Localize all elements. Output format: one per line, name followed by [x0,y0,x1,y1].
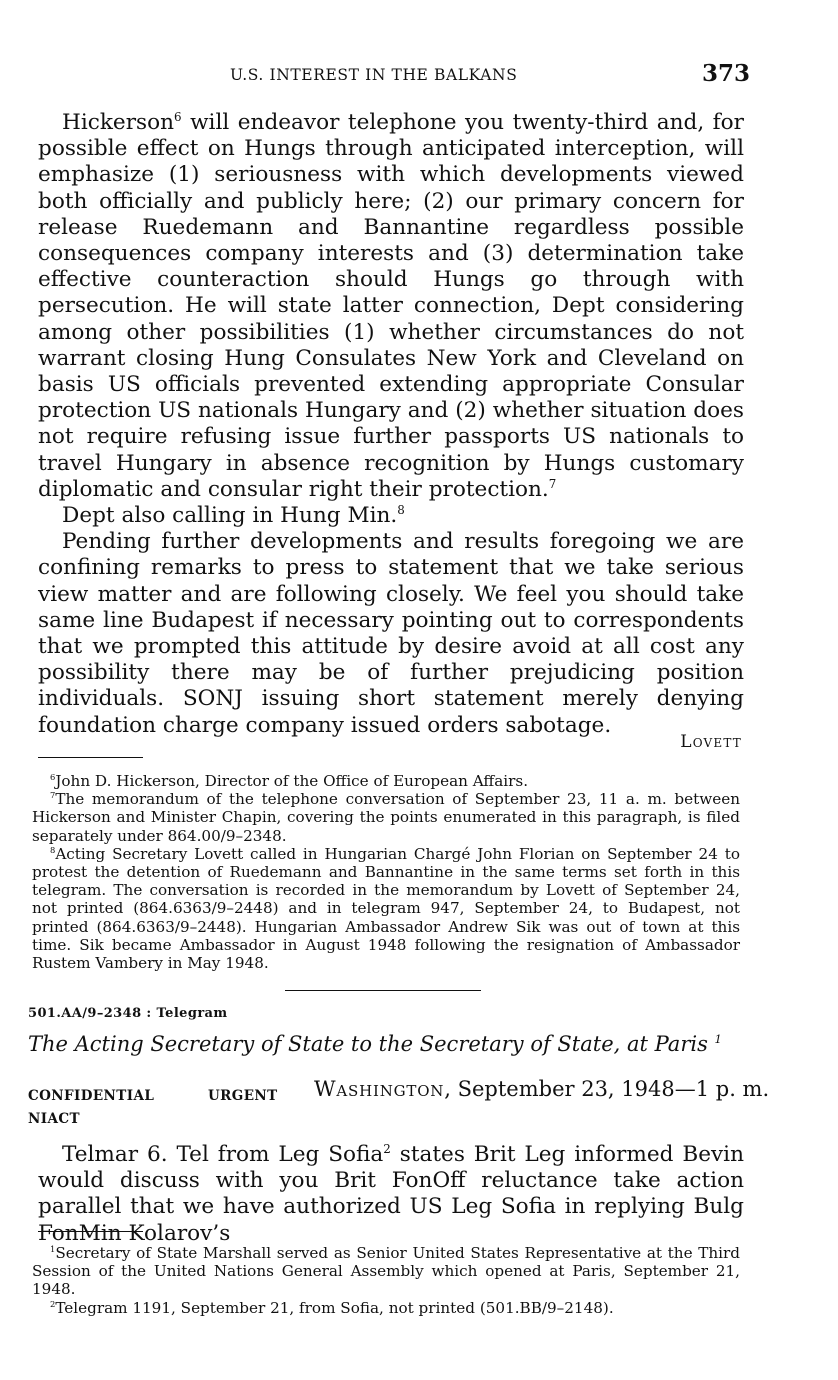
signature: Lovett [680,732,742,752]
footnote-ref-2: 2 [383,1141,391,1156]
body-paragraph-1-text-a: Hickerson [62,110,175,135]
footnote-mark: 8 [50,844,56,855]
body-paragraph-2 [38,503,744,529]
dateline [314,1077,769,1101]
footnote-text: John D. Hickerson, Director of the Office of European Affairs. [55,772,529,790]
footnote-text: The memorandum of the telephone conversation of September 23, 11 a. m. between Hickerson and Minister Chapin, covering the points enumerated in this paragraph, is filed separately under 864.00/9–2348. [32,790,740,845]
document-title-text: The Acting Secretary of State to the Secretary of State, at Paris [28,1032,708,1056]
body-paragraph-1-text-b: will endeavor telephone you twenty-third and, for possible effect on Hungs through anticipated interception, will emphasize (1) seriousness with which developments viewed both officially and publicly here; (2) our primary concern for release Ruedemann and Bannantine regardless possible consequences company interests and (3) determination take effective counteraction should Hungs go through with persecution. He will state latter connection, Dept considering among other possibilities (1) whether circumstances do not warrant closing Hung Consulates New York and Cleveland on basis US officials prevented extending appropriate Consular protection US nationals Hungary and (2) whether situation does not require refusing issue further passports US nationals to travel Hungary in absence recognition by Hungs customary diplomatic and consular right their protection. [38,110,744,502]
file-number: 501.AA/9–2348 : Telegram [28,1006,228,1021]
footnote-mark: 6 [50,771,56,782]
dateline-date: , September 23, 1948—1 p. m. [444,1077,770,1101]
footnote-mark: 1 [50,1243,56,1254]
telegram-body-2 [38,1142,744,1247]
footnote-ref-6: 6 [174,109,182,124]
body-paragraph-3: Pending further developments and results foregoing we are confining remarks to press to statement that we take serious view matter and are following closely. We feel you should take same line Budapest if necessary pointing out to correspondents that we prompted this attitude by desire avoid at all cost any possibility there may be of further prejudicing position individuals. SONJ issuing short statement merely denying foundation charge company issued orders sabotage. [38,529,744,738]
footnote-7 [32,790,740,845]
footnote-rule [38,757,143,758]
footnote-2 [32,1299,740,1317]
body-paragraph-1 [38,110,744,503]
running-title: U.S. INTEREST IN THE BALKANS [230,66,518,84]
body-paragraph-2-text: Dept also calling in Hung Min. [62,503,398,529]
page-number: 373 [701,60,750,87]
footnotes-section-1 [32,772,740,972]
document-separator [285,990,481,991]
body-paragraph-telmar [38,1142,744,1247]
footnote-ref-1: 1 [714,1032,722,1046]
footnote-rule-2 [38,1231,143,1232]
body-telmar-text-a: Telmar 6. Tel from Leg Sofia [62,1142,384,1167]
precedence: NIACT [28,1111,80,1127]
footnote-text: Acting Secretary Lovett called in Hungarian Chargé John Florian on September 24 to protest the detention of Ruedemann and Bannantine in the same terms set forth in this telegram. The conversation is recorded in the memorandum by Lovett of September 24, not printed (864.6363/9–2448) and in telegram 947, September 24, to Budapest, not printed (864.6363/9–2448). Hungarian Ambassador Andrew Sik was out of town at this time. Sik became Ambassador in August 1948 following the resignation of Ambassador Rustem Vambery in May 1948. [32,844,740,973]
footnote-ref-7: 7 [548,476,557,491]
footnote-1 [32,1244,740,1299]
classification: CONFIDENTIAL [28,1088,155,1104]
footnote-ref-8: 8 [397,502,405,517]
telegram-body-continued [38,110,744,739]
dateline-place: Washington [314,1077,445,1101]
footnote-6 [32,772,740,790]
priority: URGENT [208,1088,278,1104]
footnote-8 [32,845,740,972]
document-title [28,1032,722,1056]
body-telmar-text-b: states Brit Leg informed Bevin would discuss with you Brit FonOff reluctance take action parallel that we have authorized US Leg Sofia in replying Bulg FonMin Kolarov’s [38,1142,744,1246]
footnote-text: Telegram 1191, September 21, from Sofia, not printed (501.BB/9–2148). [55,1298,614,1317]
footnotes-section-2 [32,1244,740,1317]
footnote-mark: 7 [50,790,56,801]
footnote-text: Secretary of State Marshall served as Senior United States Representative at the Third Session of the United Nations General Assembly which opened at Paris, September 21, 1948. [32,1244,740,1299]
footnote-mark: 2 [50,1298,56,1309]
